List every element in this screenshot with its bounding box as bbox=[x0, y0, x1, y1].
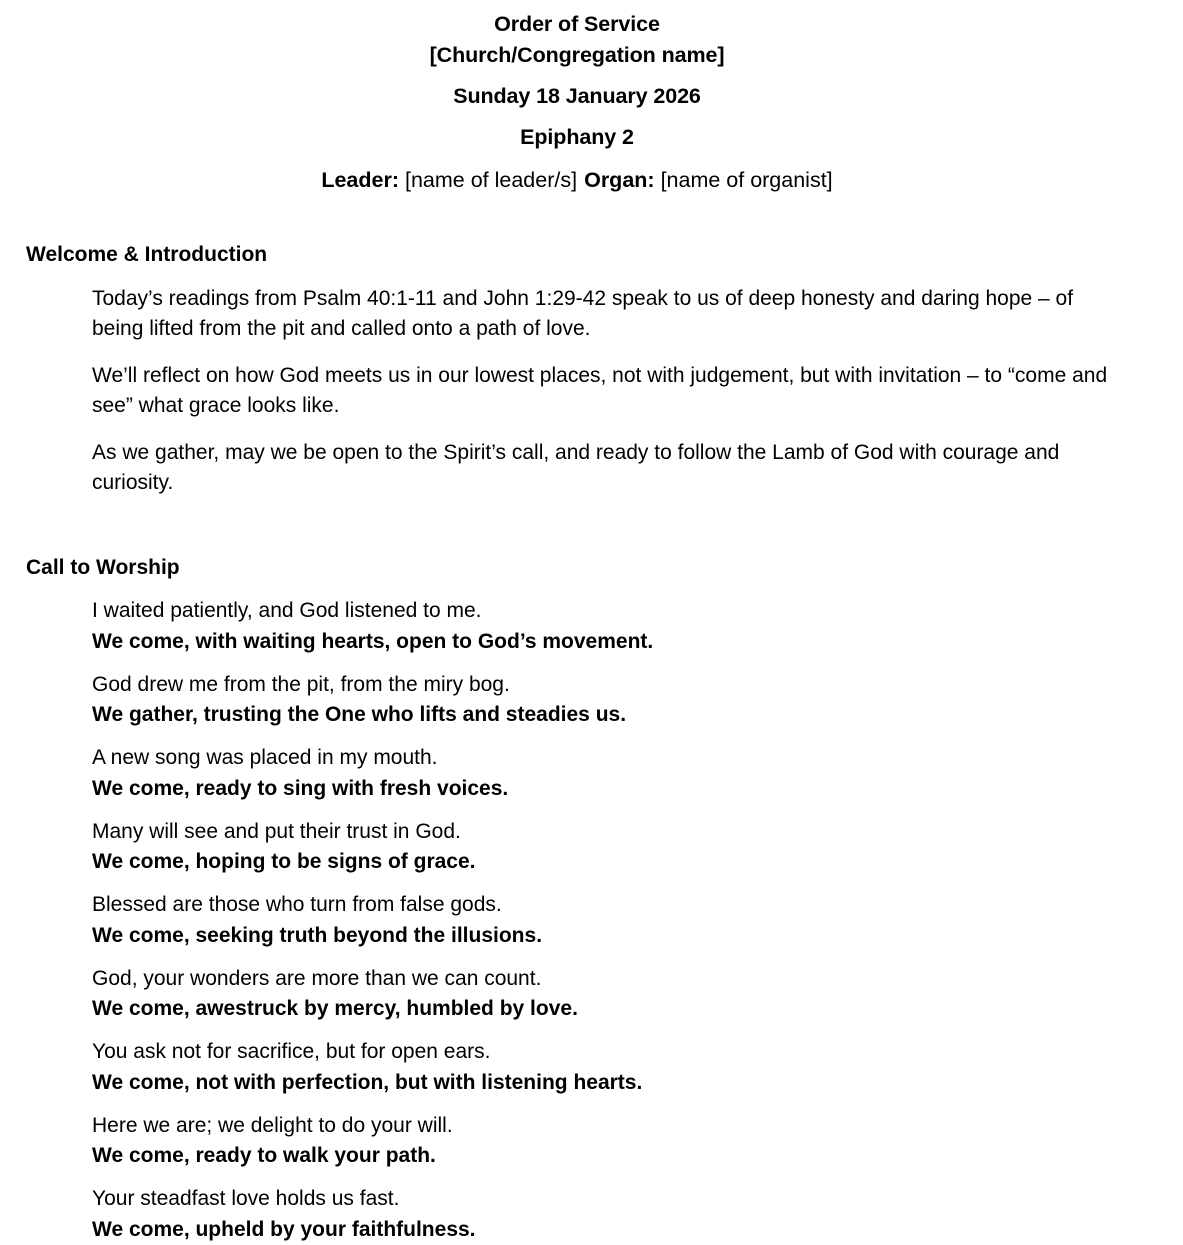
congregation-name: [Church/Congregation name] bbox=[26, 40, 1128, 71]
response-line: We come, upheld by your faithfulness. bbox=[92, 1215, 1128, 1245]
service-date: Sunday 18 January 2026 bbox=[26, 81, 1128, 112]
leader-label: Leader: bbox=[321, 168, 399, 192]
response-line: We come, hoping to be signs of grace. bbox=[92, 847, 1128, 878]
response-line: We come, ready to sing with fresh voices. bbox=[92, 774, 1128, 805]
couplet bbox=[92, 670, 1128, 731]
couplet bbox=[92, 596, 1128, 657]
response-line: We gather, trusting the One who lifts and steadies us. bbox=[92, 700, 1128, 731]
welcome-paragraph: We’ll reflect on how God meets us in our lowest places, not with judgement, but with invitation – to “come and see” what grace looks like. bbox=[92, 361, 1128, 420]
versicle-line: Blessed are those who turn from false gods. bbox=[92, 890, 1128, 921]
response-line: We come, not with perfection, but with listening hearts. bbox=[92, 1068, 1128, 1099]
welcome-body bbox=[92, 284, 1128, 497]
versicle-line: You ask not for sacrifice, but for open ears. bbox=[92, 1037, 1128, 1068]
response-line: We come, awestruck by mercy, humbled by love. bbox=[92, 994, 1128, 1025]
couplet bbox=[92, 1111, 1128, 1172]
couplet bbox=[92, 964, 1128, 1025]
versicle-line: God, your wonders are more than we can count. bbox=[92, 964, 1128, 995]
versicle-line: Here we are; we delight to do your will. bbox=[92, 1111, 1128, 1142]
versicle-line: Many will see and put their trust in God. bbox=[92, 817, 1128, 848]
service-credits bbox=[26, 165, 1128, 196]
liturgical-season: Epiphany 2 bbox=[26, 122, 1128, 153]
response-line: We come, with waiting hearts, open to God’s movement. bbox=[92, 627, 1128, 658]
response-line: We come, seeking truth beyond the illusions. bbox=[92, 921, 1128, 952]
organ-label: Organ: bbox=[584, 168, 654, 192]
response-line: We come, ready to walk your path. bbox=[92, 1141, 1128, 1172]
leader-value: [name of leader/s] bbox=[405, 168, 577, 192]
section-heading-call-to-worship: Call to Worship bbox=[26, 554, 1128, 582]
couplet bbox=[92, 890, 1128, 951]
call-to-worship-couplets bbox=[92, 596, 1128, 1245]
couplet bbox=[92, 1184, 1128, 1245]
organ-value: [name of organist] bbox=[661, 168, 833, 192]
couplet bbox=[92, 743, 1128, 804]
section-heading-welcome: Welcome & Introduction bbox=[26, 241, 1128, 269]
versicle-line: A new song was placed in my mouth. bbox=[92, 743, 1128, 774]
welcome-paragraph: As we gather, may we be open to the Spirit’s call, and ready to follow the Lamb of God with courage and curiosity. bbox=[92, 438, 1128, 497]
versicle-line: Your steadfast love holds us fast. bbox=[92, 1184, 1128, 1215]
versicle-line: I waited patiently, and God listened to me. bbox=[92, 596, 1128, 627]
couplet bbox=[92, 1037, 1128, 1098]
document-title: Order of Service bbox=[26, 9, 1128, 40]
welcome-paragraph: Today’s readings from Psalm 40:1-11 and John 1:29-42 speak to us of deep honesty and daring hope – of being lifted from the pit and called onto a path of love. bbox=[92, 284, 1128, 343]
couplet bbox=[92, 817, 1128, 878]
document-title-block bbox=[26, 0, 1128, 196]
versicle-line: God drew me from the pit, from the miry bog. bbox=[92, 670, 1128, 701]
